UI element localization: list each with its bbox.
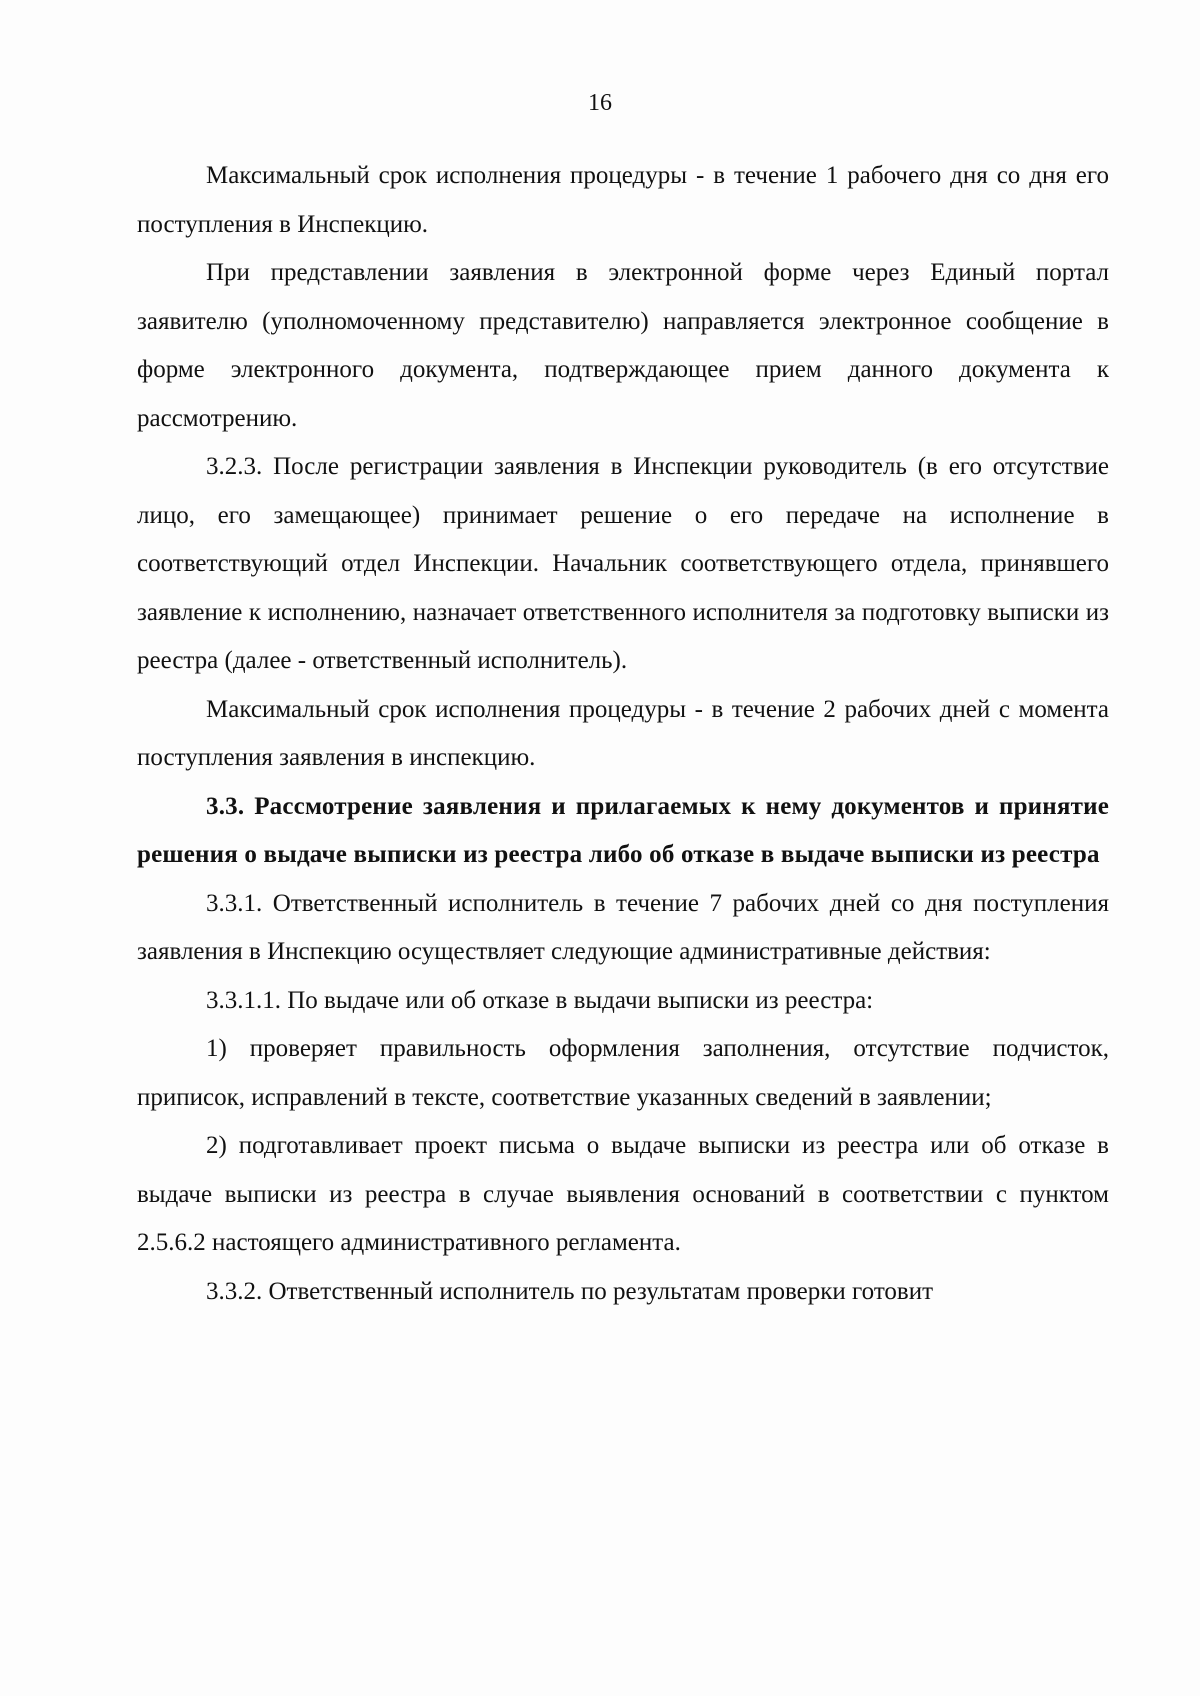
paragraph-3-3-2: 3.3.2. Ответственный исполнитель по результатам проверки готовит [206, 1277, 934, 1305]
paragraph-3-3-1: 3.3.1. Ответственный исполнитель в течение 7 рабочих дней со дня поступления заявления в Инспекцию осуществляет следующие административные действия: [137, 889, 1109, 965]
document-body [137, 152, 1109, 1316]
page-number: 16 [588, 90, 612, 116]
paragraph-electronic-form: При представлении заявления в электронной форме через Единый портал заявителю (уполномоченному представителю) направляется электронное сообщение в форме электронного документа, подтверждающее прием данного документа к рассмотрению. [137, 259, 1109, 432]
list-item-2: 2) подготавливает проект письма о выдаче выписки из реестра или об отказе в выдаче выписки из реестра в случае выявления оснований в соответствии с пунктом 2.5.6.2 настоящего административного регламента. [137, 1132, 1109, 1256]
paragraph-max-term-2-days: Максимальный срок исполнения процедуры - в течение 2 рабочих дней с момента поступления заявления в инспекцию. [137, 695, 1109, 771]
section-heading-3-3: 3.3. Рассмотрение заявления и прилагаемых к нему документов и принятие решения о выдаче выписки из реестра либо об отказе в выдаче выписки из реестра [137, 792, 1109, 868]
paragraph-3-2-3: 3.2.3. После регистрации заявления в Инспекции руководитель (в его отсутствие лицо, его замещающее) принимает решение о его передаче на исполнение в соответствующий отдел Инспекции. Начальник соответствующего отдела, принявшего заявление к исполнению, назначает ответственного исполнителя за подготовку выписки из реестра (далее - ответственный исполнитель). [137, 453, 1109, 674]
paragraph-max-term-1-day: Максимальный срок исполнения процедуры - в течение 1 рабочего дня со дня его поступления в Инспекцию. [137, 162, 1109, 238]
list-item-1: 1) проверяет правильность оформления заполнения, отсутствие подчисток, приписок, исправлений в тексте, соответствие указанных сведений в заявлении; [137, 1035, 1109, 1111]
paragraph-3-3-1-1: 3.3.1.1. По выдаче или об отказе в выдачи выписки из реестра: [206, 986, 874, 1014]
